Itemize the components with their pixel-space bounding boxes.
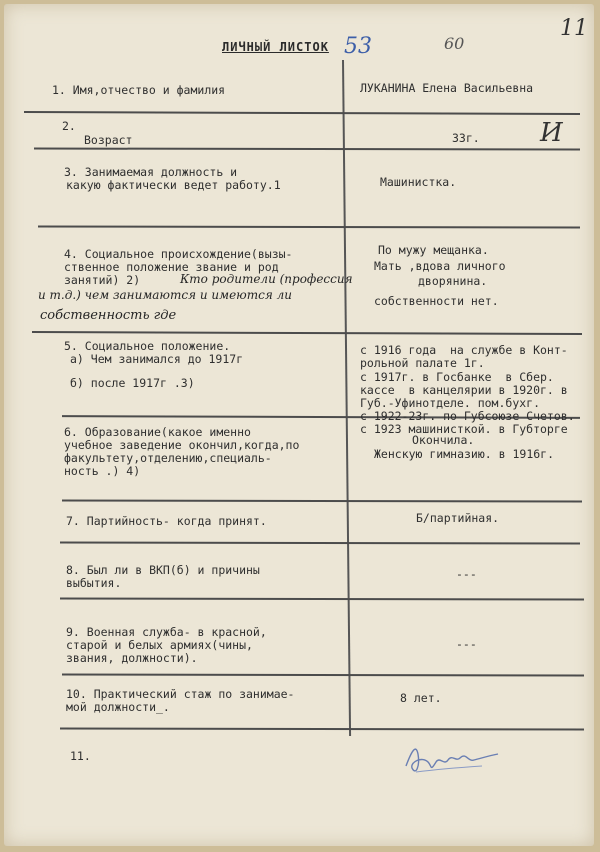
question-6-line: факультету,отделению,специаль-	[64, 451, 272, 465]
answer-2: 33г.	[452, 131, 480, 145]
answer-8: ---	[456, 567, 477, 581]
handwritten-note-line: Кто родители (профессия	[180, 272, 353, 286]
question-10-line: 10. Практический стаж по занимае-	[66, 687, 295, 701]
question-8-line: 8. Был ли в ВКП(б) и причины	[66, 563, 260, 577]
answer-4-line: По мужу мещанка.	[378, 243, 489, 257]
question-10-line: мой должности_.	[66, 700, 170, 714]
handwritten-note-line: и т.д.) чем занимаются и имеются ли	[38, 288, 292, 302]
question-3-line: 3. Занимаемая должность и	[64, 165, 238, 179]
question-2-number: 2.	[62, 119, 76, 133]
answer-4-line: дворянина.	[418, 274, 488, 288]
row-divider	[60, 542, 580, 544]
answer-5-line: с 1923 машинисткой. в Губторге	[360, 422, 568, 436]
column-divider	[342, 60, 351, 736]
answer-5-line: с 1916 года на службе в Конт-	[360, 343, 568, 357]
answer-6-line: Окончила.	[412, 433, 475, 447]
row-divider	[60, 728, 584, 730]
corner-number: 11	[560, 16, 588, 41]
answer-4-line: Мать ,вдова личного	[374, 259, 506, 273]
row-divider	[34, 148, 580, 150]
answer-5-line: с 1922-23г. по Губсоюзе Счетов.	[360, 409, 575, 423]
question-6-line: учебное заведение окончил,когда,по	[64, 438, 300, 452]
question-9-line: старой и белых армиях(чины,	[66, 638, 253, 652]
row-divider	[24, 111, 580, 114]
question-6-line: 6. Образование(какое именно	[64, 425, 251, 439]
row-divider	[60, 598, 584, 600]
row-divider	[62, 674, 584, 676]
sheet-number: 53	[344, 34, 372, 59]
question-5-line: а) Чем занимался до 1917г	[70, 352, 244, 366]
question-2: Возраст	[84, 133, 133, 147]
document-title: ЛИЧНЫЙ ЛИСТОК	[222, 40, 329, 54]
question-5-line: 5. Социальное положение.	[64, 339, 231, 353]
handwritten-note-line: собственность где	[40, 308, 177, 323]
question-8-line: выбытия.	[66, 576, 122, 590]
answer-1: ЛУКАНИНА Елена Васильевна	[360, 81, 534, 95]
answer-5-line: кассе в канцелярии в 1920г. в	[360, 383, 568, 397]
answer-5-line: с 1917г. в Госбанке в Сбер.	[360, 370, 554, 384]
answer-5-line: рольной палате 1г.	[360, 356, 485, 370]
answer-9: ---	[456, 637, 477, 651]
signature	[402, 732, 502, 782]
question-4-line: ственное положение звание и род	[64, 260, 279, 274]
age-initial-mark: И	[540, 118, 563, 148]
question-5-line: б) после 1917г .3)	[70, 376, 195, 390]
question-3-line: какую фактически ведет работу.1	[66, 178, 281, 192]
question-4-line: 4. Социальное происхождение(вызы-	[64, 247, 293, 261]
question-1: 1. Имя,отчество и фамилия	[52, 83, 226, 97]
document-sheet	[4, 4, 594, 846]
row-divider	[32, 331, 582, 334]
page-number: 60	[444, 34, 465, 53]
row-divider	[62, 500, 582, 502]
answer-7: Б/партийная.	[416, 511, 500, 525]
question-11-number: 11.	[70, 749, 91, 763]
answer-5-line: Губ.-Уфинотделе. пом.бухг.	[360, 396, 541, 410]
row-divider	[38, 226, 580, 228]
answer-4-line: собственности нет.	[374, 294, 499, 308]
answer-6-line: Женскую гимназию. в 1916г.	[374, 447, 555, 461]
question-7: 7. Партийность- когда принят.	[66, 514, 267, 528]
answer-3: Машинистка.	[380, 175, 457, 189]
question-4-line: занятий) 2)	[64, 273, 141, 287]
question-6-line: ность .) 4)	[64, 464, 141, 478]
question-9-line: 9. Военная служба- в красной,	[66, 625, 267, 639]
question-9-line: звания, должности).	[66, 651, 198, 665]
answer-10: 8 лет.	[400, 691, 442, 705]
